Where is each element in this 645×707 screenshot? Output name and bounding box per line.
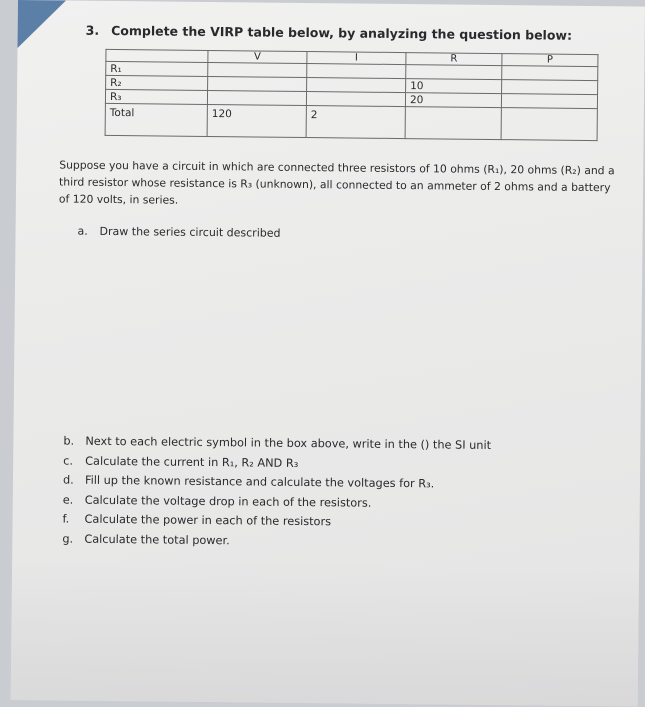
row-label: R₁ [106,61,208,76]
row-label: R₃ [105,89,207,104]
question-number: 3. [85,22,100,38]
cell-i: 2 [306,106,405,139]
task-a [78,225,281,240]
task-text: Next to each electric symbol in the box above, write in the () the SI unit [85,434,492,452]
task-label: f. [62,512,70,526]
cell-r [405,107,501,140]
row-label: R₂ [106,75,208,90]
question-title-text: Complete the VIRP table below, by analyzing the question below: [111,22,573,43]
task-text: Fill up the known resistance and calculate the voltages for R₃. [84,473,435,491]
task-label: d. [62,473,74,487]
question-title [86,23,573,43]
list-item [62,529,490,553]
cell-i [306,92,405,107]
virp-table [105,49,599,141]
cell-r: 10 [406,79,502,94]
task-label: g. [62,531,74,546]
cell-v [208,62,307,77]
background-corner [17,0,66,49]
header-cell-i: I [307,52,406,65]
cell-r: 20 [405,93,501,108]
cell-p [501,108,597,141]
task-label: a. [77,224,88,238]
header-cell [106,49,208,62]
cell-i [307,64,406,79]
task-text: Calculate the total power. [84,532,230,547]
task-label: c. [63,453,74,468]
cell-v [207,90,306,105]
cell-r [406,65,502,80]
header-cell-p: P [502,54,598,67]
cell-v [208,76,307,91]
paper-shadow [11,560,639,707]
table-row-total [105,103,597,140]
task-text: Calculate the current in R₁, R₂ AND R₃ [85,454,299,470]
cell-p [502,66,598,81]
task-text: Calculate the voltage drop in each of the resistors. [84,493,372,510]
cell-p [502,80,598,95]
row-label: Total [105,103,207,136]
task-text: Calculate the power in each of the resistors [84,512,332,529]
worksheet-page [11,0,645,707]
cell-i [307,78,406,93]
task-label: e. [62,492,74,507]
header-cell-v: V [208,50,307,63]
cell-v: 120 [207,104,306,137]
header-cell-r: R [406,53,502,66]
cell-p [501,94,597,109]
task-list [62,431,491,552]
problem-statement: Suppose you have a circuit in which are connected three resistors of 10 ohms (R₁), 20 ohms (R₂) and a third resistor whose resistance is R₃ (unknown), all connected to an ammeter of 2 ohms and a battery of 120 volts, in series. [58,158,615,207]
task-text: Draw the series circuit described [99,224,281,240]
task-label: b. [63,434,75,448]
